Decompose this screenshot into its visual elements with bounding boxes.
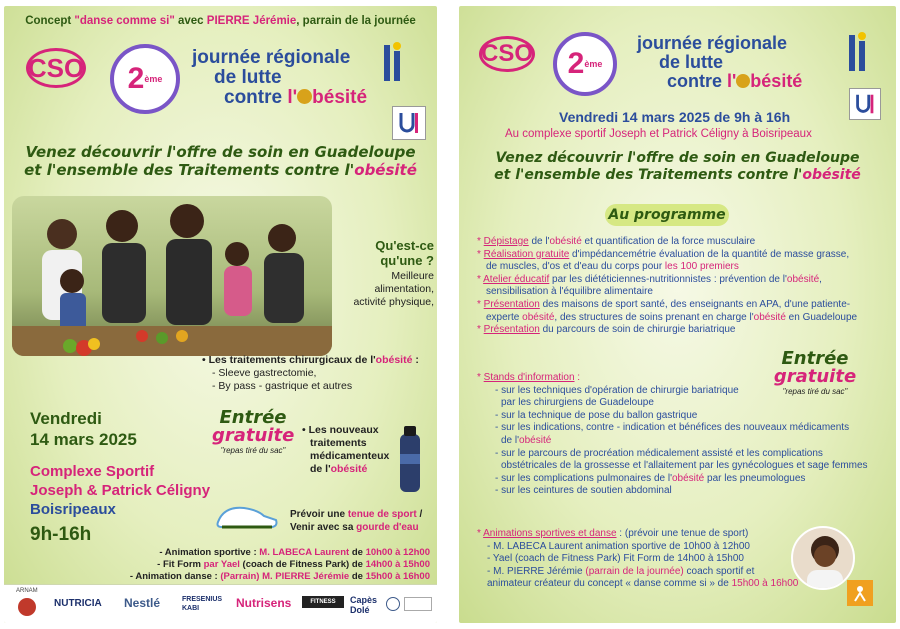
sneaker-icon: [214, 500, 280, 530]
anim3-b: (Parrain) M. PIERRE Jérémie: [220, 571, 350, 582]
edition-badge: [110, 44, 180, 114]
anim3a: - M. PIERRE Jérémie: [487, 565, 586, 577]
date-full: 14 mars 2025: [30, 430, 137, 449]
event-title: [637, 34, 802, 91]
subtitle-line2b: obésité: [354, 161, 417, 179]
gratuite-text: gratuite: [212, 425, 295, 446]
programme-list: * Dépistage de l'obésité et quantification de la force musculaire * Réalisation gratuite d'impédancemétrie évaluation de la quantité de masse grasse, de muscles, d'os et d'eau du corps pour les 100 premiers * Atelier éducatif par les diététiciennes-nutritionnistes : prévention de l'obésité, sensibilisation à l'équilibre alimentaire * Présentation des maisons de sport santé, des enseignants en APA, d'une patiente- experte obésité, des structures de soins prenant en charge l'obésité en Guadeloupe * Présentation du parcours de soin de chirurgie bariatrique: [477, 236, 887, 337]
title-line3c: bésité: [312, 86, 368, 108]
anim3-d: 15h00 à 16h00: [365, 571, 430, 582]
stand-item: - sur les indications, contre - indication et bénéfices des nouveaux médicaments: [495, 422, 850, 434]
stand-pulmo-suffix: par les pneumologues: [704, 472, 806, 484]
anim-label-suffix: : (prévoir une tenue de sport): [616, 528, 749, 539]
title-line1: journée régionale: [192, 47, 351, 68]
csd-logo: [26, 48, 86, 88]
p4g: en Guadeloupe: [785, 311, 858, 323]
concept-line: [4, 15, 437, 27]
venue-line: Au complexe sportif Joseph et Patrick Céligny à Boisripeaux: [505, 128, 812, 140]
udn-logo: [849, 88, 881, 120]
answer-text: Meilleure alimentation, activité physique,: [353, 270, 434, 308]
subtitle-line1: Venez découvrir l'offre de soin en Guadeloupe: [495, 150, 860, 166]
csd-logo: [479, 36, 535, 72]
treat-title-b: obésité: [375, 354, 413, 366]
p2b: d'impédancemétrie évaluation de la quantité de masse grasse,: [569, 248, 850, 260]
concept-mid: avec: [174, 15, 207, 27]
left-flyer: [4, 6, 437, 623]
anim2-c: (coach de Fitness Park) de: [239, 559, 366, 570]
anim1-d: 10h00 à 12h00: [365, 547, 430, 558]
region-logo: [841, 28, 875, 78]
concept-person: PIERRE Jérémie: [206, 15, 297, 27]
subtitle-line1: Venez découvrir l'offre de soin en Guadeloupe: [25, 143, 416, 161]
title-line2: de lutte: [659, 51, 724, 72]
question-block: [339, 238, 434, 309]
anim-item: - Yael (coach de Fitness Park) Fit Form de 14h00 à 15h00: [487, 553, 744, 565]
title-line3a: contre: [667, 70, 728, 91]
sport-line2b: gourde d'eau: [356, 522, 419, 533]
anim-label: Animations sportives et danse: [483, 528, 617, 539]
sport-line1b: tenue de sport: [347, 509, 417, 520]
sport-line1c: /: [416, 509, 423, 520]
venue-line1: Complexe Sportif: [30, 463, 155, 480]
animations-list: * Animations sportives et danse : (prévoir une tenue de sport) - M. LABECA Laurent animation sportive de 10h00 à 12h00 - Yael (coach de Fitness Park) Fit Form de 14h00 à 15h00 - M. PIERRE Jérémie (parrain de la journée) coach sportif et animateur créateur du concept « danse comme si » de 15h00 à 16h00: [477, 528, 807, 591]
udn-logo-icon: [395, 109, 423, 137]
event-title: [192, 48, 367, 108]
repas-text: "repas tiré du sac": [782, 387, 848, 396]
sponsor-nutrisens: Nutrisens: [236, 596, 292, 610]
sponsor-box-logo-icon: [404, 597, 432, 611]
apple-icon: [297, 89, 312, 104]
p1d: et quantification de la force musculaire: [581, 236, 756, 247]
sponsor-emblem-icon: [18, 598, 36, 616]
region-logo-icon: [378, 41, 408, 85]
udn-logo: [392, 106, 426, 140]
p4b: des maisons de sport santé, des enseignants en APA, d'une patiente-: [539, 298, 851, 310]
sponsors-label: ARNAM: [16, 588, 38, 594]
anim3b: (parrain de la journée): [585, 565, 684, 577]
p1b: de l': [528, 236, 550, 247]
stand-item: - sur les ceintures de soutien abdominal: [495, 485, 672, 497]
danse-logo-icon: [847, 580, 873, 606]
title-line3c: bésité: [750, 70, 803, 91]
new-treat-line1: Les nouveaux: [308, 424, 379, 436]
sponsor-nestle: Nestlé: [124, 596, 161, 610]
sport-line2a: Venir avec sa: [290, 522, 357, 533]
anim3-a: - Animation danse :: [129, 571, 221, 582]
new-treat-line4a: de l': [310, 463, 331, 475]
stand-item: de l': [501, 434, 520, 446]
anim4b: 15h00 à 16h00: [731, 578, 799, 590]
hours-text: 9h-16h: [30, 524, 92, 545]
p5a: Présentation: [483, 324, 540, 336]
p4a: Présentation: [483, 298, 540, 310]
region-logo: [376, 38, 410, 88]
p4f: obésité: [753, 311, 786, 323]
entree-text: Entrée: [781, 348, 849, 369]
edition-badge: [553, 32, 617, 96]
p3d: ,: [819, 273, 822, 285]
p2a: Réalisation gratuite: [483, 248, 570, 260]
stands-colon: :: [574, 372, 581, 383]
stand-item: par les chirurgiens de Guadeloupe: [501, 397, 654, 409]
anim1-b: M. LABECA Laurent: [259, 547, 350, 558]
sponsor-bar: [4, 584, 437, 623]
p3e: sensibilisation à l'équilibre alimentaire: [486, 286, 653, 298]
subtitle-line2a: et l'ensemble des Traitements contre l': [24, 161, 355, 179]
sponsor-fitness-park: FITNESS PARK: [302, 596, 344, 608]
gratuite-text: gratuite: [773, 366, 857, 387]
title-line1: journée régionale: [637, 33, 788, 53]
family-photo-illustration: [12, 196, 332, 356]
stand-item: obstétricales de la grossesse et l'allaitement par les gynécologues et sage femmes: [501, 460, 868, 472]
csd-logo-text: CSO: [481, 40, 534, 67]
edition-number: 2: [567, 47, 585, 80]
subtitle: [4, 143, 437, 179]
date-block: [30, 408, 137, 450]
anim1-a: - Animation sportive :: [159, 547, 260, 558]
p5b: du parcours de soin de chirurgie bariatrique: [539, 324, 736, 336]
apple-icon: [736, 74, 750, 88]
p4c: experte: [486, 311, 523, 323]
edition-sup: ème: [144, 74, 163, 84]
p1a: Dépistage: [483, 236, 529, 247]
stand-item: - sur le parcours de procréation médicalement assisté et les complications: [495, 447, 823, 459]
subtitle-line2b: obésité: [802, 167, 861, 183]
stand-obesite: obésité: [519, 434, 552, 446]
new-treatments-block: • Les nouveaux traitements médicamenteux de l'obésité: [302, 424, 390, 475]
programme-label: Au programme: [605, 204, 729, 226]
p3c: obésité: [786, 273, 820, 285]
p2c: de muscles, d'os et d'eau du corps pour: [486, 261, 665, 273]
treat-title-c: :: [412, 354, 419, 366]
repas-text: "repas tiré du sac": [220, 446, 286, 455]
sport-line1a: Prévoir une: [290, 509, 348, 520]
edition-number: 2: [127, 62, 145, 95]
concept-prefix: Concept: [25, 15, 75, 27]
title-line3b: l': [727, 70, 737, 91]
stand-obesite: obésité: [671, 472, 705, 484]
free-entry-sticker: [212, 409, 294, 455]
family-cooking-photo: [12, 196, 332, 356]
stand-item: - sur les techniques d'opération de chirurgie bariatrique: [495, 384, 739, 396]
anim2-b: par Yael: [203, 559, 240, 570]
sponsor-fresenius: FRESENIUS KABI: [182, 596, 223, 612]
anim-item: - M. LABECA Laurent animation sportive de 10h00 à 12h00: [487, 540, 750, 552]
date-day: Vendredi: [30, 409, 102, 428]
right-flyer: [459, 6, 896, 623]
parrain-portrait-photo: [791, 526, 855, 590]
treatments-block: • Les traitements chirurgicaux de l'obésité : - Sleeve gastrectomie, - By pass - gastrique et autres: [202, 354, 419, 392]
entree-text: Entrée: [219, 407, 287, 428]
new-treat-line4b: obésité: [330, 463, 368, 475]
anim4a: animateur créateur du concept « danse comme si » de: [487, 578, 732, 590]
treat-item: By pass - gastrique et autres: [218, 380, 353, 392]
water-bottle-icon: [392, 424, 428, 494]
region-logo-icon: [843, 31, 873, 75]
question-text: Qu'est-ce qu'une ?: [375, 238, 434, 268]
anim2-d: 14h00 à 15h00: [365, 559, 430, 570]
anim2-a: - Fit Form: [157, 559, 204, 570]
p3a: Atelier éducatif: [483, 273, 550, 285]
anim3c: coach sportif et: [683, 565, 755, 577]
anim1-c: de: [349, 547, 366, 558]
title-line3b: l': [287, 86, 298, 108]
title-line3a: contre: [224, 86, 288, 108]
sponsor-capes: Capès Dolé: [350, 595, 378, 615]
stands-list: * Stands d'information : - sur les techniques d'opération de chirurgie bariatrique par les chirurgiens de Guadeloupe - sur la technique de pose du ballon gastrique - sur les indications, contre - indication et bénéfices des nouveaux médicaments de l'obésité - sur le parcours de procréation médicalement assisté et les complications obstétricales de la grossesse et l'allaitement par les gynécologues et sage femmes - sur les complications pulmonaires de l'obésité par les pneumologues - sur les ceintures de soutien abdominal: [477, 372, 896, 498]
edition-sup: ème: [584, 59, 603, 69]
concept-name: "danse comme si": [74, 15, 175, 27]
treat-title-a: Les traitements chirurgicaux de l': [208, 354, 376, 366]
stand-item: - sur les complications pulmonaires de l': [495, 472, 672, 484]
venue-block: [30, 462, 210, 519]
sport-note: [290, 508, 422, 534]
csd-logo-text: CSO: [27, 52, 85, 83]
animations-block: [4, 547, 430, 583]
sponsor-round-logo-icon: [386, 597, 400, 611]
sponsor-nutricia: NUTRICIA: [54, 598, 102, 609]
title-line2: de lutte: [214, 66, 282, 88]
anim3-c: de: [349, 571, 366, 582]
treat-item: Sleeve gastrectomie,: [218, 367, 317, 379]
stands-label: Stands d'information: [483, 372, 575, 383]
subtitle-line2a: et l'ensemble des Traitements contre l': [494, 167, 803, 183]
p4e: , des structures de soins prenant en charge l': [554, 311, 754, 323]
fruit-bowl-icon: [62, 336, 102, 366]
concept-suffix: , parrain de la journée: [296, 15, 416, 27]
p2d: les 100 premiers: [664, 261, 739, 273]
date-line: Vendredi 14 mars 2025 de 9h à 16h: [559, 109, 791, 125]
p4d: obésité: [522, 311, 555, 323]
udn-logo-icon: [852, 91, 878, 117]
p1c: obésité: [549, 236, 582, 247]
new-treat-line2: traitements: [310, 437, 367, 449]
subtitle: [459, 150, 896, 184]
new-treat-line3: médicamenteux: [310, 450, 390, 462]
p3b: par les diététiciennes-nutritionnistes : prévention de l': [549, 273, 787, 285]
stand-item: - sur la technique de pose du ballon gastrique: [495, 409, 698, 421]
venue-line2: Joseph & Patrick Céligny: [30, 482, 211, 499]
venue-line3: Boisripeaux: [30, 501, 116, 518]
